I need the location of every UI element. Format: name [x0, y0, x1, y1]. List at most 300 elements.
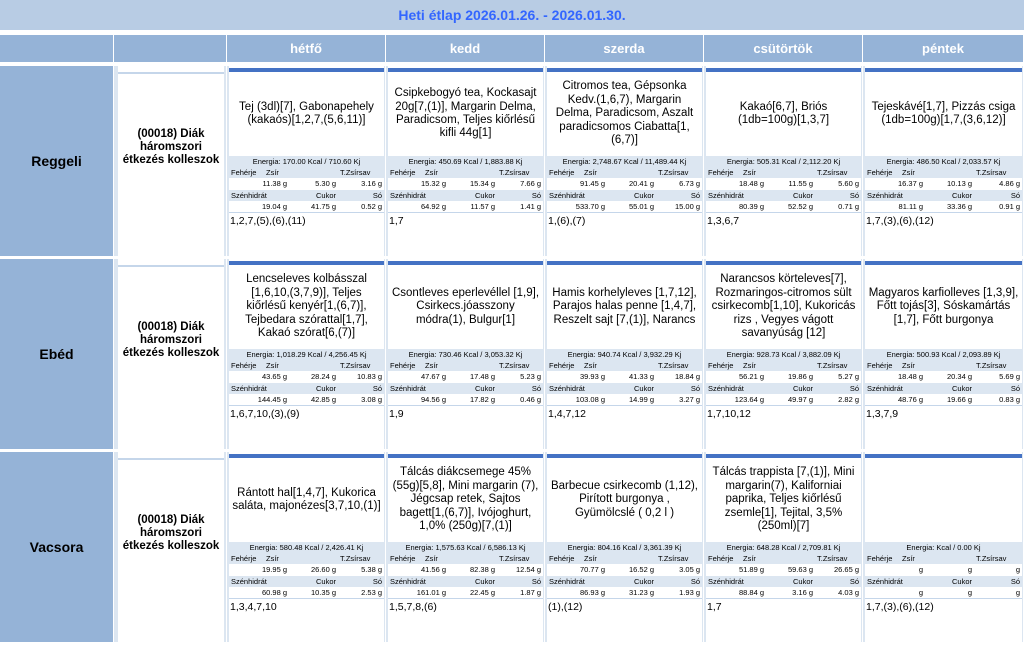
nutrient-value-zsir: 82.38 g — [469, 565, 495, 574]
nutrient-label-so: Só — [815, 383, 861, 394]
day-header-4: péntek — [863, 35, 1024, 62]
nutrient-value-zsir: 5.30 g — [315, 179, 336, 188]
energy-value: Energia: 505.31 Kcal / 2,112.20 Kj — [706, 156, 861, 167]
nutrient-label-feherje: Fehérje — [388, 553, 423, 564]
nutrient-label-so: Só — [497, 190, 543, 201]
energy-value: Energia: 500.93 Kcal / 2,093.89 Kj — [865, 349, 1022, 360]
nutrient-value-so: 0.91 g — [999, 202, 1020, 211]
nutrient-label-so: Só — [338, 190, 384, 201]
table-row-divider — [706, 598, 861, 599]
nutrient-value-tzsirsav: 26.65 g — [833, 565, 859, 574]
menu-name-text: (00018) Diák háromszori étkezés kolleszok — [122, 514, 220, 552]
table-row-divider — [547, 212, 702, 213]
nutrient-value-tzsirsav: 6.73 g — [679, 179, 700, 188]
menu-cell — [704, 452, 863, 642]
nutrient-value-tzsirsav: 12.54 g — [515, 565, 541, 574]
menu-cell-inner — [706, 259, 861, 449]
food-description: Tálcás trappista [7,(1)], Mini margarin(7), Kaliforniai paprika, Teljes kiőrlésű zsemle[1], Tejital, 3,5% (250ml)[7] — [712, 466, 855, 533]
menu-name-bar — [118, 458, 224, 460]
cell-top-bar — [865, 261, 1022, 265]
nutrient-label-so: Só — [497, 576, 543, 587]
nutrient-value-feherje: 56.21 g — [738, 372, 764, 381]
nutrient-label-zsir: Zsír — [264, 553, 338, 564]
allergen-codes: (1),(12) — [547, 600, 702, 614]
nutrient-label-tzsirsav: T.Zsírsav — [338, 553, 384, 564]
nutrient-label-feherje: Fehérje — [388, 360, 423, 371]
menu-cell-inner — [229, 66, 384, 256]
food-description: Csipkebogyó tea, Kockasajt 20g[7,(1)], Margarin Delma, Paradicsom, Teljes kiőrlésű kifli 44g[1] — [394, 87, 537, 140]
nutrient-label-so: Só — [338, 383, 384, 394]
nutrient-label-cukor: Cukor — [607, 383, 656, 394]
table-row-divider — [865, 405, 1022, 406]
menu-cell-inner — [547, 452, 702, 642]
nutrient-value-feherje: 18.48 g — [897, 372, 923, 381]
nutrient-label-szenhidrat: Szénhidrát — [865, 190, 925, 201]
nutrient-label-feherje: Fehérje — [547, 360, 582, 371]
nutrient-label-cukor: Cukor — [925, 576, 974, 587]
nutrient-label-tzsirsav: T.Zsírsav — [815, 167, 861, 178]
nutrient-label-so: Só — [815, 576, 861, 587]
nutrient-value-feherje: 19.95 g — [261, 565, 287, 574]
nutrient-label-tzsirsav: T.Zsírsav — [338, 360, 384, 371]
nutrient-value-feherje: 15.32 g — [420, 179, 446, 188]
nutrient-value-tzsirsav: 3.05 g — [679, 565, 700, 574]
menu-cell — [863, 452, 1024, 642]
nutrient-label-tzsirsav: T.Zsírsav — [815, 553, 861, 564]
allergen-codes: 1,6,7,10,(3),(9) — [229, 407, 384, 421]
nutrient-value-zsir: 19.86 g — [787, 372, 813, 381]
nutrient-value-szenhidrat: 80.39 g — [738, 202, 764, 211]
nutrient-value-cukor: 49.97 g — [787, 395, 813, 404]
energy-value: Energia: 648.28 Kcal / 2,709.81 Kj — [706, 542, 861, 553]
nutrient-label-szenhidrat: Szénhidrát — [229, 576, 289, 587]
cell-top-bar — [547, 68, 702, 72]
nutrient-label-cukor: Cukor — [289, 190, 338, 201]
table-row-divider — [706, 405, 861, 406]
menu-name-2 — [114, 452, 227, 642]
menu-cell-inner — [547, 66, 702, 256]
nutrient-value-zsir: g — [967, 565, 972, 574]
menu-cell-inner — [229, 452, 384, 642]
nutrient-label-tzsirsav: T.Zsírsav — [497, 167, 543, 178]
day-header-1: kedd — [386, 35, 545, 62]
nutrient-value-zsir: 17.48 g — [469, 372, 495, 381]
nutrient-label-zsir: Zsír — [900, 360, 974, 371]
nutrient-value-so: 3.27 g — [679, 395, 700, 404]
food-description: Magyaros karfiolleves [1,3,9], Főtt tojás[3], Sóskamártás [1,7], Főtt burgonya — [868, 286, 1019, 326]
cell-top-bar — [706, 261, 861, 265]
cell-top-bar — [706, 68, 861, 72]
nutrient-value-szenhidrat: 86.93 g — [579, 588, 605, 597]
nutrient-label-zsir: Zsír — [264, 167, 338, 178]
nutrient-value-szenhidrat: 88.84 g — [738, 588, 764, 597]
energy-value: Energia: 1,575.63 Kcal / 6,586.13 Kj — [388, 542, 543, 553]
nutrient-value-zsir: 41.33 g — [628, 372, 654, 381]
energy-value: Energia: 450.69 Kcal / 1,883.88 Kj — [388, 156, 543, 167]
nutrient-value-zsir: 15.34 g — [469, 179, 495, 188]
nutrient-label-so: Só — [815, 190, 861, 201]
menu-cell — [386, 452, 545, 642]
menu-cell — [545, 66, 704, 256]
cell-top-bar — [388, 261, 543, 265]
nutrient-value-szenhidrat: 19.04 g — [261, 202, 287, 211]
nutrient-value-zsir: 10.13 g — [946, 179, 972, 188]
nutrient-value-feherje: 16.37 g — [897, 179, 923, 188]
table-row-divider — [229, 405, 384, 406]
allergen-codes: 1,7 — [706, 600, 861, 614]
menu-name-inner — [118, 452, 224, 642]
nutrient-value-tzsirsav: 18.84 g — [674, 372, 700, 381]
nutrient-value-cukor: 11.57 g — [470, 202, 495, 211]
table-row-divider — [865, 598, 1022, 599]
nutrient-label-feherje: Fehérje — [229, 553, 264, 564]
nutrient-value-so: 1.41 g — [520, 202, 541, 211]
cell-top-bar — [388, 454, 543, 458]
nutrient-label-cukor: Cukor — [607, 576, 656, 587]
page-title: Heti étlap 2026.01.26. - 2026.01.30. — [0, 0, 1024, 30]
menu-cell — [863, 66, 1024, 256]
header-blank-menu — [114, 35, 227, 62]
nutrient-label-so: Só — [656, 383, 702, 394]
nutrient-label-zsir: Zsír — [900, 553, 974, 564]
cell-top-bar — [865, 454, 1022, 458]
allergen-codes: 1,9 — [388, 407, 543, 421]
nutrient-value-zsir: 28.24 g — [310, 372, 336, 381]
table-row-divider — [229, 212, 384, 213]
menu-cell — [227, 259, 386, 449]
nutrient-label-feherje: Fehérje — [865, 553, 900, 564]
nutrient-value-tzsirsav: 5.69 g — [999, 372, 1020, 381]
nutrient-label-szenhidrat: Szénhidrát — [229, 383, 289, 394]
nutrient-label-cukor: Cukor — [766, 190, 815, 201]
menu-cell-inner — [388, 452, 543, 642]
menu-cell-inner — [229, 259, 384, 449]
nutrient-label-feherje: Fehérje — [865, 167, 900, 178]
nutrient-label-szenhidrat: Szénhidrát — [706, 383, 766, 394]
nutrient-value-szenhidrat: 81.11 g — [898, 202, 923, 211]
energy-value: Energia: 928.73 Kcal / 3,882.09 Kj — [706, 349, 861, 360]
nutrient-value-so: 0.46 g — [520, 395, 541, 404]
menu-name-inner — [118, 259, 224, 449]
allergen-codes: 1,3,6,7 — [706, 214, 861, 228]
nutrient-value-feherje: 91.45 g — [579, 179, 605, 188]
allergen-codes: 1,7 — [388, 214, 543, 228]
nutrient-label-szenhidrat: Szénhidrát — [865, 383, 925, 394]
allergen-codes: 1,7,(3),(6),(12) — [865, 214, 1022, 228]
allergen-codes: 1,3,7,9 — [865, 407, 1022, 421]
meal-label-2: Vacsora — [0, 452, 114, 642]
nutrient-label-so: Só — [974, 576, 1022, 587]
nutrient-label-cukor: Cukor — [766, 383, 815, 394]
nutrient-value-feherje: g — [918, 565, 923, 574]
menu-name-text: (00018) Diák háromszori étkezés kolleszok — [122, 128, 220, 166]
nutrient-value-so: 0.52 g — [361, 202, 382, 211]
nutrient-label-cukor: Cukor — [925, 383, 974, 394]
nutrient-label-tzsirsav: T.Zsírsav — [656, 167, 702, 178]
nutrient-label-szenhidrat: Szénhidrát — [706, 576, 766, 587]
nutrient-label-zsir: Zsír — [741, 360, 815, 371]
nutrient-value-cukor: 42.85 g — [310, 395, 336, 404]
allergen-codes: 1,7,10,12 — [706, 407, 861, 421]
menu-cell — [545, 259, 704, 449]
nutrient-value-feherje: 39.93 g — [579, 372, 605, 381]
energy-value: Energia: 170.00 Kcal / 710.60 Kj — [229, 156, 384, 167]
nutrient-value-so: g — [1015, 588, 1020, 597]
nutrient-label-szenhidrat: Szénhidrát — [865, 576, 925, 587]
allergen-codes: 1,7,(3),(6),(12) — [865, 600, 1022, 614]
nutrient-label-feherje: Fehérje — [706, 167, 741, 178]
nutrient-value-cukor: 41.75 g — [310, 202, 336, 211]
nutrient-label-cukor: Cukor — [289, 576, 338, 587]
nutrient-label-tzsirsav: T.Zsírsav — [815, 360, 861, 371]
nutrient-value-so: 2.53 g — [361, 588, 382, 597]
food-description: Narancsos körteleves[7], Rozmaringos-citromos sült csirkecomb[1,10], Kukoricás rizs , Vegyes vágott savanyúság [12] — [711, 273, 856, 340]
menu-name-bar — [118, 72, 224, 74]
nutrient-value-szenhidrat: 123.64 g — [734, 395, 764, 404]
day-header-3: csütörtök — [704, 35, 863, 62]
food-description: Lencseleves kolbásszal [1,6,10,(3,7,9)], Teljes kiőrlésű kenyér[1,(6,7)], Tejbedara szórattal[1,7], Kakaó szórat[6,(7)] — [245, 273, 368, 340]
nutrient-value-feherje: 43.65 g — [261, 372, 287, 381]
nutrient-value-tzsirsav: 10.83 g — [356, 372, 382, 381]
meal-label-0: Reggeli — [0, 66, 114, 256]
nutrient-value-tzsirsav: 3.16 g — [361, 179, 382, 188]
table-row-divider — [388, 405, 543, 406]
menu-cell — [704, 66, 863, 256]
nutrient-label-tzsirsav: T.Zsírsav — [974, 553, 1022, 564]
cell-top-bar — [229, 261, 384, 265]
allergen-codes: 1,(6),(7) — [547, 214, 702, 228]
nutrient-label-feherje: Fehérje — [388, 167, 423, 178]
nutrient-value-so: 1.93 g — [679, 588, 700, 597]
nutrient-label-feherje: Fehérje — [229, 360, 264, 371]
nutrient-label-zsir: Zsír — [741, 553, 815, 564]
nutrient-label-tzsirsav: T.Zsírsav — [497, 553, 543, 564]
menu-name-text: (00018) Diák háromszori étkezés kolleszok — [122, 321, 220, 359]
nutrient-value-cukor: 22.45 g — [469, 588, 495, 597]
nutrient-value-feherje: 47.67 g — [420, 372, 446, 381]
nutrient-label-cukor: Cukor — [448, 576, 497, 587]
nutrient-value-zsir: 16.52 g — [628, 565, 654, 574]
energy-value: Energia: 804.16 Kcal / 3,361.39 Kj — [547, 542, 702, 553]
nutrient-label-zsir: Zsír — [423, 167, 497, 178]
food-description: Tej (3dl)[7], Gabonapehely (kakaós)[1,2,7,(5,6,11)] — [239, 100, 374, 126]
energy-value: Energia: 2,748.67 Kcal / 11,489.44 Kj — [547, 156, 702, 167]
nutrient-label-tzsirsav: T.Zsírsav — [656, 553, 702, 564]
nutrient-label-so: Só — [497, 383, 543, 394]
menu-cell-inner — [388, 259, 543, 449]
nutrient-value-feherje: 11.38 g — [262, 179, 287, 188]
header-blank-meal — [0, 35, 114, 62]
nutrient-label-zsir: Zsír — [741, 167, 815, 178]
nutrient-value-so: 0.71 g — [838, 202, 859, 211]
nutrient-label-szenhidrat: Szénhidrát — [388, 190, 448, 201]
menu-cell — [386, 259, 545, 449]
nutrient-value-so: 2.82 g — [838, 395, 859, 404]
cell-top-bar — [865, 68, 1022, 72]
nutrient-label-szenhidrat: Szénhidrát — [547, 383, 607, 394]
table-row-divider — [388, 598, 543, 599]
nutrient-label-so: Só — [338, 576, 384, 587]
nutrient-label-tzsirsav: T.Zsírsav — [974, 167, 1022, 178]
energy-value: Energia: 486.50 Kcal / 2,033.57 Kj — [865, 156, 1022, 167]
menu-cell-inner — [706, 66, 861, 256]
day-header-0: hétfő — [227, 35, 386, 62]
nutrient-value-cukor: 10.35 g — [310, 588, 336, 597]
food-description: Citromos tea, Gépsonka Kedv.(1,6,7), Margarin Delma, Paradicsom, Aszalt paradicsomos Ciabatta[1,(6,7)] — [555, 80, 694, 147]
nutrient-value-tzsirsav: g — [1015, 565, 1020, 574]
nutrient-value-so: 4.03 g — [838, 588, 859, 597]
nutrient-value-cukor: 31.23 g — [628, 588, 654, 597]
nutrient-value-cukor: 3.16 g — [792, 588, 813, 597]
menu-cell — [863, 259, 1024, 449]
menu-cell-inner — [706, 452, 861, 642]
allergen-codes: 1,4,7,12 — [547, 407, 702, 421]
food-description: Tejeskávé[1,7], Pizzás csiga (1db=100g)[1,7,(3,6,12)] — [871, 100, 1016, 126]
menu-cell — [545, 452, 704, 642]
nutrient-value-szenhidrat: 533.70 g — [575, 202, 605, 211]
nutrient-label-cukor: Cukor — [925, 190, 974, 201]
menu-cell — [227, 452, 386, 642]
cell-top-bar — [547, 261, 702, 265]
food-description: Rántott hal[1,4,7], Kukorica saláta, majonézes[3,7,10,(1)] — [232, 486, 381, 512]
nutrient-value-feherje: 18.48 g — [738, 179, 764, 188]
menu-cell — [227, 66, 386, 256]
energy-value: Energia: 940.74 Kcal / 3,932.29 Kj — [547, 349, 702, 360]
nutrient-label-cukor: Cukor — [289, 383, 338, 394]
cell-top-bar — [547, 454, 702, 458]
nutrient-label-feherje: Fehérje — [547, 553, 582, 564]
nutrient-label-zsir: Zsír — [423, 360, 497, 371]
nutrient-label-szenhidrat: Szénhidrát — [547, 576, 607, 587]
nutrient-value-zsir: 20.34 g — [946, 372, 972, 381]
nutrient-label-tzsirsav: T.Zsírsav — [656, 360, 702, 371]
nutrient-label-so: Só — [974, 190, 1022, 201]
nutrient-label-feherje: Fehérje — [706, 553, 741, 564]
nutrient-value-cukor: g — [967, 588, 972, 597]
table-row-divider — [547, 598, 702, 599]
menu-name-inner — [118, 66, 224, 256]
nutrient-value-zsir: 20.41 g — [628, 179, 654, 188]
nutrient-label-tzsirsav: T.Zsírsav — [338, 167, 384, 178]
nutrient-label-cukor: Cukor — [607, 190, 656, 201]
nutrient-label-szenhidrat: Szénhidrát — [706, 190, 766, 201]
menu-cell-inner — [865, 452, 1022, 642]
nutrient-label-zsir: Zsír — [582, 553, 656, 564]
food-description — [868, 460, 1019, 540]
nutrient-label-zsir: Zsír — [264, 360, 338, 371]
energy-value: Energia: 580.48 Kcal / 2,426.41 Kj — [229, 542, 384, 553]
allergen-codes: 1,3,4,7,10 — [229, 600, 384, 614]
nutrient-label-cukor: Cukor — [448, 383, 497, 394]
nutrient-value-tzsirsav: 4.86 g — [999, 179, 1020, 188]
nutrient-label-cukor: Cukor — [448, 190, 497, 201]
energy-value: Energia: 730.46 Kcal / 3,053.32 Kj — [388, 349, 543, 360]
table-row-divider — [388, 212, 543, 213]
cell-top-bar — [388, 68, 543, 72]
nutrient-label-cukor: Cukor — [766, 576, 815, 587]
nutrient-value-cukor: 33.36 g — [946, 202, 972, 211]
nutrient-label-feherje: Fehérje — [547, 167, 582, 178]
allergen-codes: 1,2,7,(5),(6),(11) — [229, 214, 384, 228]
nutrient-value-cukor: 14.99 g — [628, 395, 654, 404]
food-description: Kakaó[6,7], Briós (1db=100g)[1,3,7] — [737, 100, 830, 126]
nutrient-value-tzsirsav: 5.23 g — [520, 372, 541, 381]
table-row-divider — [865, 212, 1022, 213]
menu-name-bar — [118, 265, 224, 267]
nutrient-label-szenhidrat: Szénhidrát — [388, 576, 448, 587]
nutrient-label-zsir: Zsír — [423, 553, 497, 564]
nutrient-value-szenhidrat: 60.98 g — [261, 588, 287, 597]
nutrient-value-feherje: 70.77 g — [579, 565, 605, 574]
nutrient-value-zsir: 26.60 g — [310, 565, 336, 574]
nutrient-value-cukor: 19.66 g — [946, 395, 972, 404]
menu-cell-inner — [547, 259, 702, 449]
nutrient-label-szenhidrat: Szénhidrát — [388, 383, 448, 394]
nutrient-label-tzsirsav: T.Zsírsav — [974, 360, 1022, 371]
nutrient-label-tzsirsav: T.Zsírsav — [497, 360, 543, 371]
allergen-codes: 1,5,7,8,(6) — [388, 600, 543, 614]
menu-cell — [704, 259, 863, 449]
food-description: Csontleves eperlevéllel [1,9], Csirkecs.jóasszony módra(1), Bulgur[1] — [391, 286, 540, 326]
nutrient-value-cukor: 52.52 g — [787, 202, 813, 211]
table-row-divider — [547, 405, 702, 406]
nutrient-value-szenhidrat: 48.76 g — [897, 395, 923, 404]
nutrient-value-so: 3.08 g — [361, 395, 382, 404]
food-description: Barbecue csirkecomb (1,12), Pirított burgonya , Gyümölcslé ( 0,2 l ) — [550, 479, 698, 519]
nutrient-label-zsir: Zsír — [582, 167, 656, 178]
nutrient-value-tzsirsav: 5.60 g — [838, 179, 859, 188]
menu-cell-inner — [388, 66, 543, 256]
menu-cell — [386, 66, 545, 256]
nutrient-value-szenhidrat: 94.56 g — [420, 395, 446, 404]
nutrient-value-cukor: 55.01 g — [628, 202, 654, 211]
menu-name-1 — [114, 259, 227, 449]
nutrient-label-feherje: Fehérje — [865, 360, 900, 371]
nutrient-label-so: Só — [656, 190, 702, 201]
nutrient-value-szenhidrat: 103.08 g — [575, 395, 605, 404]
menu-cell-inner — [865, 66, 1022, 256]
energy-value: Energia: 1,018.29 Kcal / 4,256.45 Kj — [229, 349, 384, 360]
nutrient-value-tzsirsav: 5.38 g — [361, 565, 382, 574]
nutrient-value-zsir: 59.63 g — [787, 565, 813, 574]
nutrient-value-cukor: 17.82 g — [469, 395, 495, 404]
nutrient-value-so: 0.83 g — [999, 395, 1020, 404]
nutrient-value-zsir: 11.55 g — [788, 179, 813, 188]
nutrient-value-szenhidrat: 64.92 g — [420, 202, 446, 211]
nutrient-value-tzsirsav: 7.66 g — [520, 179, 541, 188]
nutrient-label-szenhidrat: Szénhidrát — [547, 190, 607, 201]
cell-top-bar — [229, 68, 384, 72]
table-row-divider — [229, 598, 384, 599]
nutrient-label-szenhidrat: Szénhidrát — [229, 190, 289, 201]
food-description: Tálcás diákcsemege 45% (55g)[5,8], Mini margarin (7), Jégcsap retek, Sajtos bagett[1,(6,7)], Ivójoghurt, 1,0% (250g)[7,(1)] — [392, 466, 539, 533]
nutrient-label-feherje: Fehérje — [706, 360, 741, 371]
day-header-2: szerda — [545, 35, 704, 62]
nutrient-value-tzsirsav: 5.27 g — [838, 372, 859, 381]
nutrient-value-so: 1.87 g — [520, 588, 541, 597]
nutrient-label-so: Só — [974, 383, 1022, 394]
nutrient-label-zsir: Zsír — [900, 167, 974, 178]
energy-value: Energia: Kcal / 0.00 Kj — [865, 542, 1022, 553]
nutrient-value-feherje: 51.89 g — [738, 565, 764, 574]
nutrient-label-feherje: Fehérje — [229, 167, 264, 178]
nutrient-value-so: 15.00 g — [674, 202, 700, 211]
meal-label-1: Ebéd — [0, 259, 114, 449]
menu-name-0 — [114, 66, 227, 256]
nutrient-value-feherje: 41.56 g — [420, 565, 446, 574]
nutrient-label-so: Só — [656, 576, 702, 587]
cell-top-bar — [229, 454, 384, 458]
